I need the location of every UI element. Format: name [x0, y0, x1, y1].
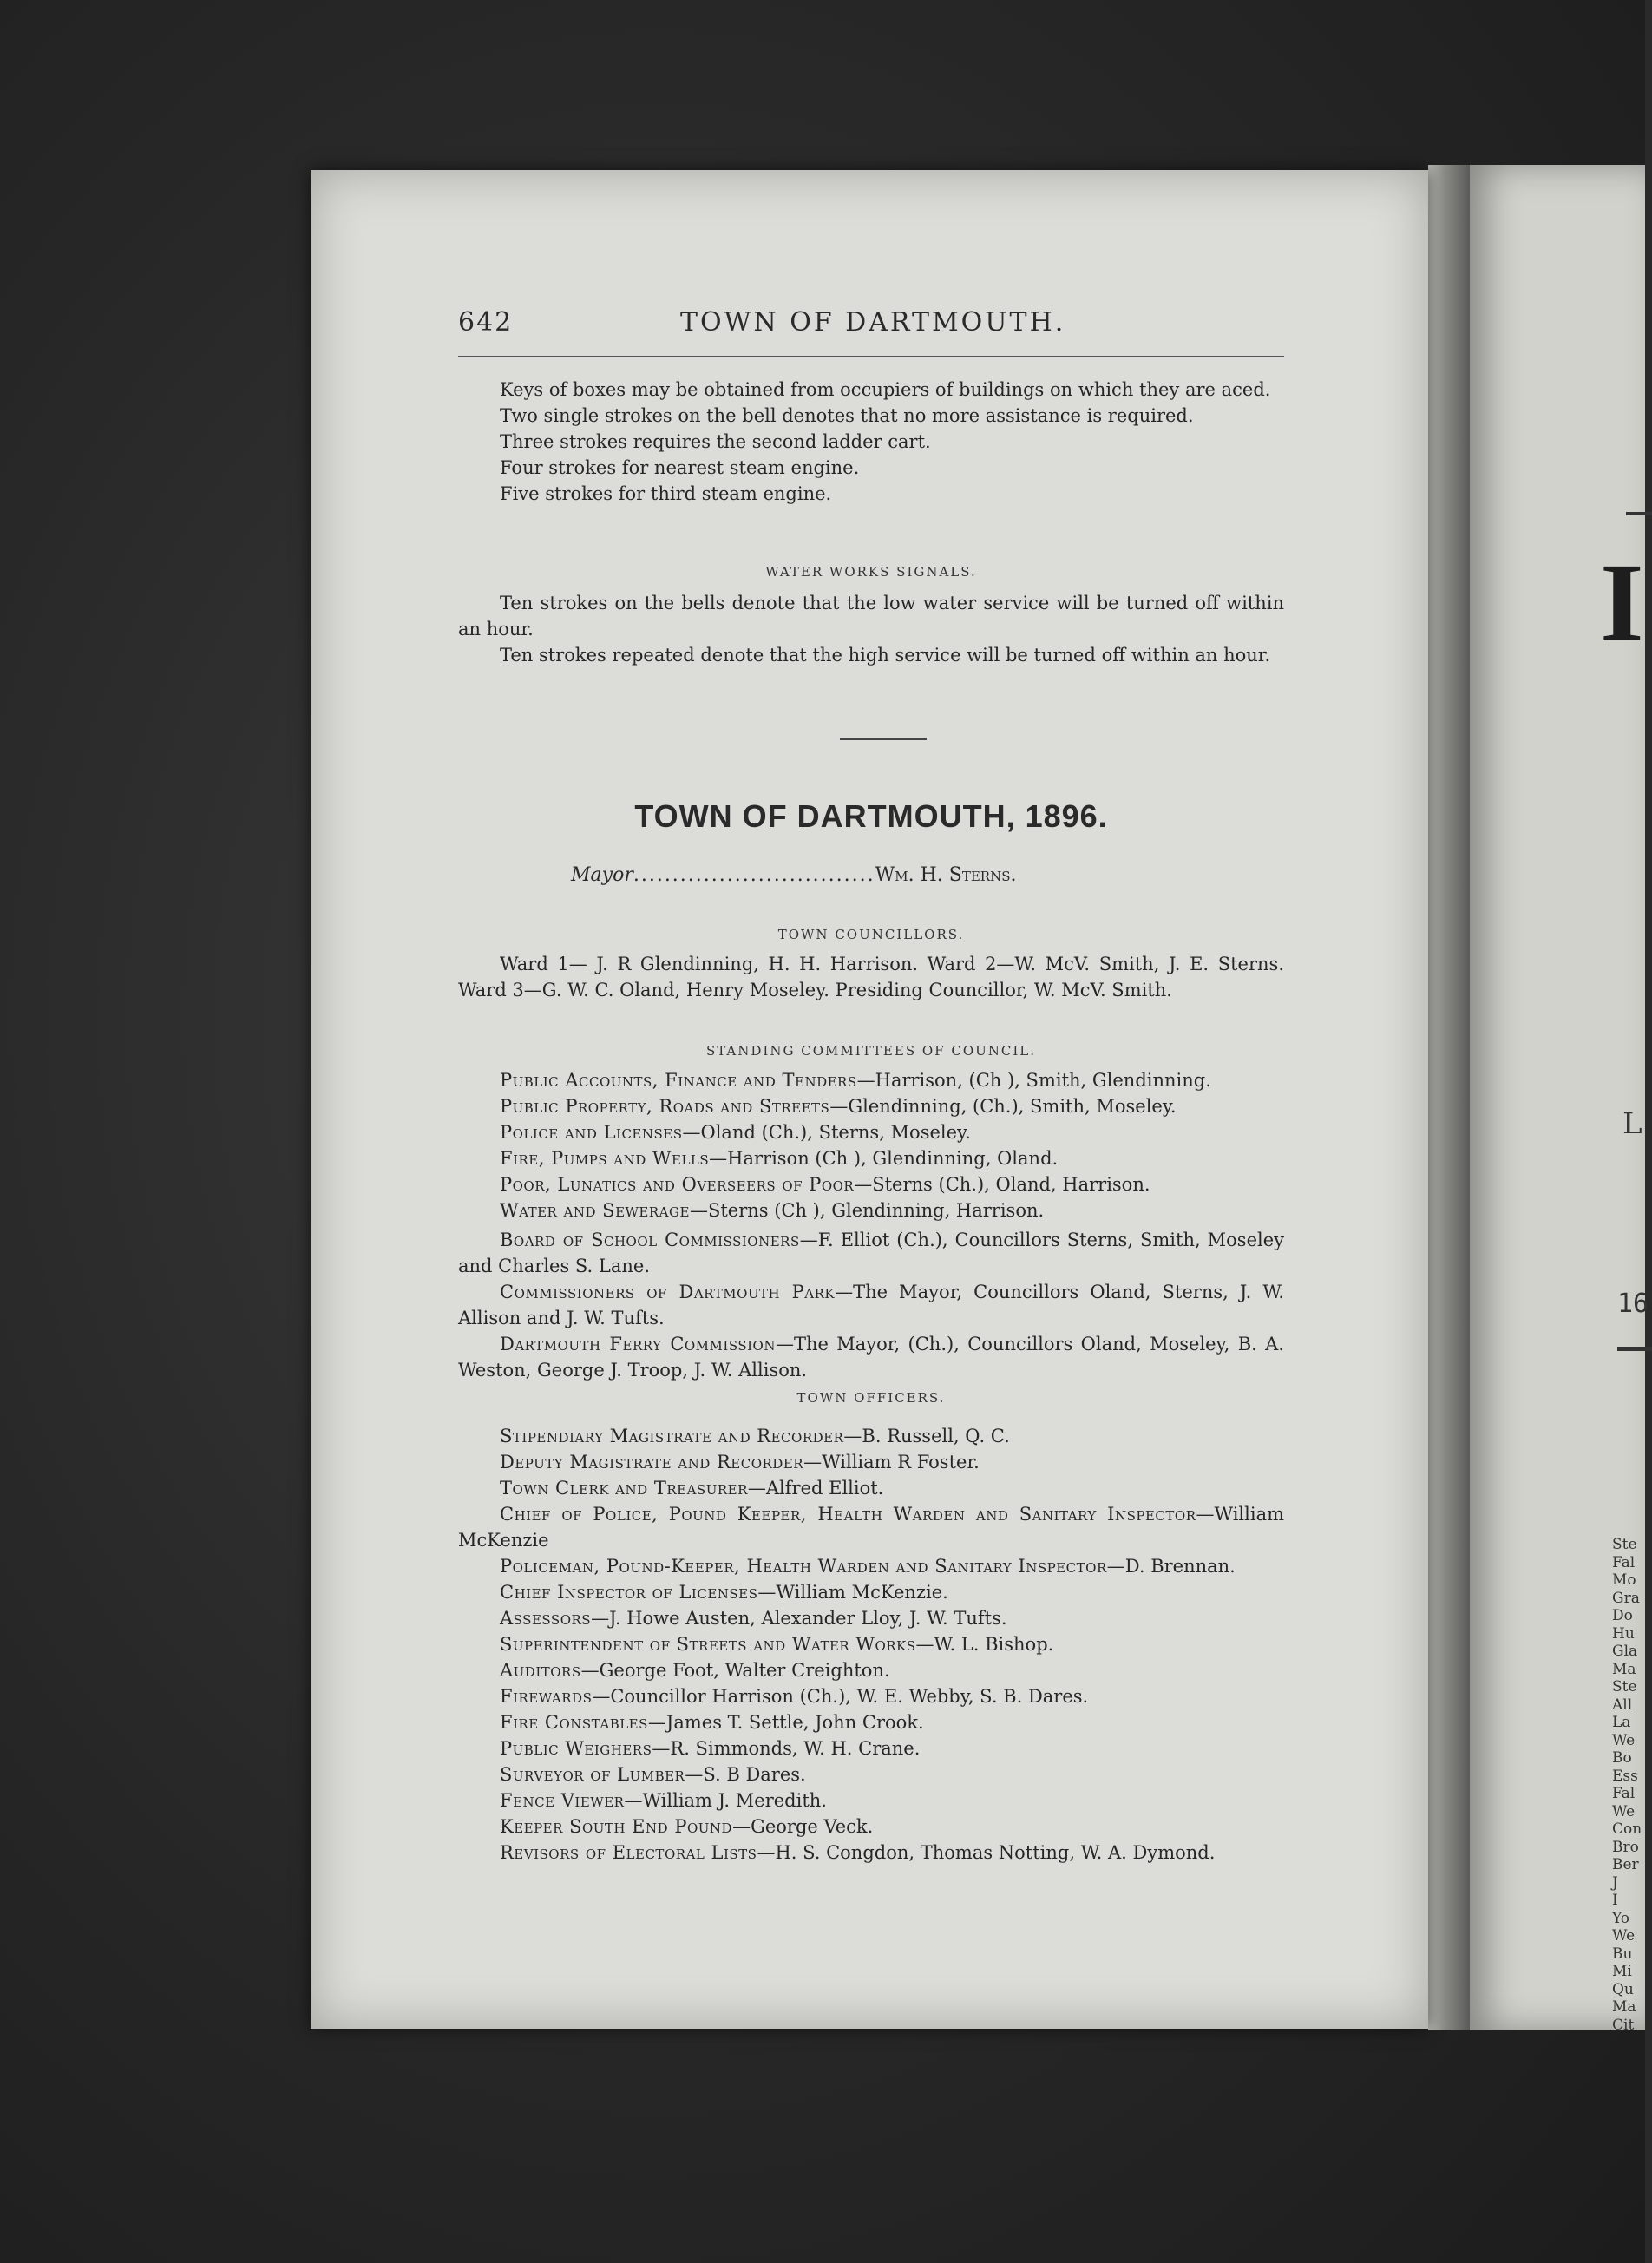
entry-text: —Oland (Ch.), Sterns, Moseley. [682, 1122, 971, 1143]
entry-label: Chief of Police, Pound Keeper, Health Warden and Sanitary Inspector [500, 1504, 1196, 1525]
entry-label: Fence Viewer [500, 1790, 625, 1811]
mayor-name: Wm. H. Sterns. [875, 864, 1017, 886]
page-number: 642 [458, 307, 514, 338]
entry-text: —George Foot, Walter Creighton. [580, 1660, 890, 1681]
facing-number-fragment: 16 [1617, 1289, 1649, 1319]
facing-line-stub: Ste [1612, 1678, 1637, 1696]
facing-line-stub: Hu [1612, 1624, 1635, 1643]
entry-text: —William J. Meredith. [624, 1790, 827, 1811]
list-entry [458, 1171, 1284, 1197]
entry-label: Poor, Lunatics and Overseers of Poor [500, 1174, 855, 1195]
entry-text: —Harrison (Ch ), Glendinning, Oland. [709, 1148, 1059, 1169]
list-entry [458, 1331, 1284, 1383]
entry-text: —H. S. Congdon, Thomas Notting, W. A. Dymond. [757, 1842, 1216, 1863]
list-entry [458, 1145, 1284, 1171]
water-works-line: Ten strokes repeated denote that the high service will be turned off within an hour. [500, 645, 1271, 666]
fire-signal-line: Three strokes requires the second ladder cart. [500, 431, 931, 452]
entry-label: Auditors [500, 1660, 581, 1681]
facing-line-stub: Ess [1612, 1767, 1638, 1785]
entry-text: —Sterns (Ch.), Oland, Harrison. [854, 1174, 1150, 1195]
facing-line-stub: We [1612, 1731, 1636, 1749]
facing-line-stub: Cit [1612, 2016, 1635, 2034]
water-works-line: Ten strokes on the bells denote that the low water service will be turned off within an hour. [458, 593, 1284, 640]
fire-signals-section [458, 377, 1284, 507]
list-entry [458, 1093, 1284, 1119]
entry-text: —B. Russell, Q. C. [843, 1426, 1010, 1446]
facing-line-stub: Bro [1612, 1838, 1639, 1856]
list-entry [458, 1840, 1284, 1866]
list-entry [458, 1683, 1284, 1709]
entry-label: Water and Sewerage [500, 1200, 690, 1221]
facing-rule-mid [1617, 1347, 1652, 1351]
facing-line-stub: Gla [1612, 1643, 1638, 1660]
entry-text: —Councillor Harrison (Ch.), W. E. Webby, S. B. Dares. [592, 1686, 1089, 1707]
list-entry [458, 1501, 1284, 1553]
list-entry [458, 1814, 1284, 1840]
entry-label: Town Clerk and Treasurer [500, 1478, 748, 1499]
facing-line-stub: J [1612, 1873, 1618, 1892]
entry-text: —D. Brennan. [1106, 1556, 1236, 1577]
list-entry [458, 1119, 1284, 1145]
entry-text: —J. Howe Austen, Alexander Lloy, J. W. Tufts. [591, 1608, 1007, 1629]
entry-label: Public Accounts, Finance and Tenders [500, 1070, 857, 1091]
entry-text: —R. Simmonds, W. H. Crane. [652, 1738, 921, 1759]
boards-list [458, 1227, 1284, 1383]
councillors-section [458, 922, 1284, 1003]
entry-text: —Harrison, (Ch ), Smith, Glendinning. [856, 1070, 1211, 1091]
facing-line-stub: Gra [1612, 1589, 1640, 1607]
list-entry [458, 1579, 1284, 1605]
entry-text: —S. B Dares. [685, 1764, 806, 1785]
water-works-heading: WATER WORKS SIGNALS. [765, 564, 977, 580]
entry-label: Firewards [500, 1686, 593, 1707]
book-page [311, 170, 1428, 2029]
list-entry [458, 1553, 1284, 1579]
facing-line-stub: Bo [1612, 1749, 1632, 1767]
mayor-leader-dots: ............................... [633, 864, 875, 886]
facing-letter: L [1622, 1106, 1642, 1141]
entry-label: Police and Licenses [500, 1122, 683, 1143]
list-entry [458, 1709, 1284, 1735]
entry-label: Public Weighers [500, 1738, 652, 1759]
entry-label: Chief Inspector of Licenses [500, 1582, 758, 1603]
facing-line-stub: Fal [1612, 1553, 1636, 1571]
entry-label: Commissioners of Dartmouth Park [500, 1282, 836, 1302]
facing-line-stub: I [1612, 1892, 1618, 1909]
entry-text: —F. Elliot (Ch.), Councillors Sterns, Smith, Moseley and Charles S. Lane. [458, 1230, 1285, 1276]
committees-list [458, 1067, 1284, 1223]
entry-label: Deputy Magistrate and Recorder [500, 1452, 804, 1473]
facing-line-stub: All [1612, 1696, 1633, 1714]
facing-page [1470, 165, 1649, 2034]
councillors-heading: TOWN COUNCILLORS. [777, 927, 965, 942]
councillors-text: Ward 1— J. R Glendinning, H. H. Harrison. Ward 2—W. McV. Smith, J. E. Sterns. Ward 3—G. W. C. Oland, Henry Moseley. Presiding Councillor, W. McV. Smith. [458, 954, 1284, 1000]
entry-text: —Alfred Elliot. [747, 1478, 884, 1499]
fire-signal-line: Keys of boxes may be obtained from occupiers of buildings on which they are aced. [500, 379, 1271, 400]
list-entry [458, 1761, 1284, 1787]
fire-signal-line: Five strokes for third steam engine. [500, 483, 832, 504]
entry-label: Superintendent of Streets and Water Works [500, 1634, 916, 1655]
facing-line-stub: Con [1612, 1820, 1642, 1838]
entry-text: —Glendinning, (Ch.), Smith, Moseley. [829, 1096, 1177, 1117]
header-rule [458, 356, 1284, 357]
facing-big-letter: I [1600, 541, 1644, 666]
officers-list [458, 1423, 1284, 1866]
list-entry [458, 1605, 1284, 1631]
list-entry [458, 1423, 1284, 1449]
officers-heading: TOWN OFFICERS. [796, 1390, 946, 1406]
committees-section [458, 1038, 1284, 1383]
running-title: TOWN OF DARTMOUTH. [680, 307, 1066, 338]
list-entry [458, 1631, 1284, 1657]
entry-text: —The Mayor, (Ch.), Councillors Oland, Moseley, B. A. Weston, George J. Troop, J. W. Allison. [458, 1334, 1284, 1381]
section-divider [840, 738, 927, 740]
entry-text: —George Veck. [732, 1816, 874, 1837]
entry-label: Stipendiary Magistrate and Recorder [500, 1426, 844, 1446]
entry-label: Public Property, Roads and Streets [500, 1096, 830, 1117]
entry-text: —William R Foster. [803, 1452, 980, 1473]
list-entry [458, 1787, 1284, 1814]
facing-line-stub: Ma [1612, 1660, 1636, 1678]
facing-line-stub: Qu [1612, 1980, 1634, 1998]
facing-line-stub: We [1612, 1802, 1636, 1820]
entry-text: —W. L. Bishop. [915, 1634, 1054, 1655]
facing-line-stub: Ma [1612, 1998, 1636, 2016]
entry-text: —The Mayor, Councillors Oland, Sterns, J. W. Allison and J. W. Tufts. [458, 1282, 1284, 1328]
entry-label: Fire Constables [500, 1712, 648, 1733]
entry-label: Fire, Pumps and Wells [500, 1148, 710, 1169]
fire-signal-line: Four strokes for nearest steam engine. [500, 457, 860, 478]
entry-label: Revisors of Electoral Lists [500, 1842, 757, 1863]
page-gutter [1428, 165, 1470, 2030]
facing-line-stub: Ste [1612, 1536, 1637, 1553]
facing-line-stub: Ber [1612, 1856, 1639, 1873]
list-entry [458, 1067, 1284, 1093]
facing-rule-top [1626, 512, 1652, 515]
entry-text: —Sterns (Ch ), Glendinning, Harrison. [689, 1200, 1045, 1221]
town-title: TOWN OF DARTMOUTH, 1896. [634, 798, 1108, 834]
facing-line-stub: Fal [1612, 1785, 1636, 1802]
facing-line-stub: Mo [1612, 1571, 1636, 1589]
list-entry [458, 1735, 1284, 1761]
officers-section [458, 1385, 1284, 1866]
facing-line-stubs [1612, 1536, 1642, 2034]
mayor-role: Mayor [571, 864, 633, 886]
mayor-line [571, 864, 1196, 886]
entry-label: Dartmouth Ferry Commission [500, 1334, 776, 1355]
list-entry [458, 1197, 1284, 1223]
entry-text: —James T. Settle, John Crook. [647, 1712, 924, 1733]
list-entry [458, 1279, 1284, 1331]
facing-line-stub: La [1612, 1714, 1631, 1731]
entry-label: Keeper South End Pound [500, 1816, 733, 1837]
facing-line-stub: Yo [1612, 1909, 1629, 1927]
list-entry [458, 1475, 1284, 1501]
water-works-section [458, 559, 1284, 668]
fire-signal-line: Two single strokes on the bell denotes that no more assistance is required. [500, 405, 1194, 426]
entry-label: Policeman, Pound-Keeper, Health Warden and Sanitary Inspector [500, 1556, 1107, 1577]
facing-line-stub: Mi [1612, 1963, 1632, 1980]
facing-line-stub: Do [1612, 1607, 1633, 1624]
entry-label: Surveyor of Lumber [500, 1764, 685, 1785]
list-entry [458, 1657, 1284, 1683]
facing-line-stub: Bu [1612, 1945, 1633, 1963]
list-entry [458, 1227, 1284, 1279]
entry-text: —William McKenzie. [757, 1582, 948, 1603]
entry-label: Board of School Commissioners [500, 1230, 800, 1250]
entry-label: Assessors [500, 1608, 592, 1629]
facing-line-stub: We [1612, 1927, 1636, 1945]
entry-text: —William McKenzie [458, 1504, 1284, 1551]
list-entry [458, 1449, 1284, 1475]
running-head [458, 307, 1281, 342]
committees-heading: STANDING COMMITTEES OF COUNCIL. [705, 1043, 1037, 1059]
